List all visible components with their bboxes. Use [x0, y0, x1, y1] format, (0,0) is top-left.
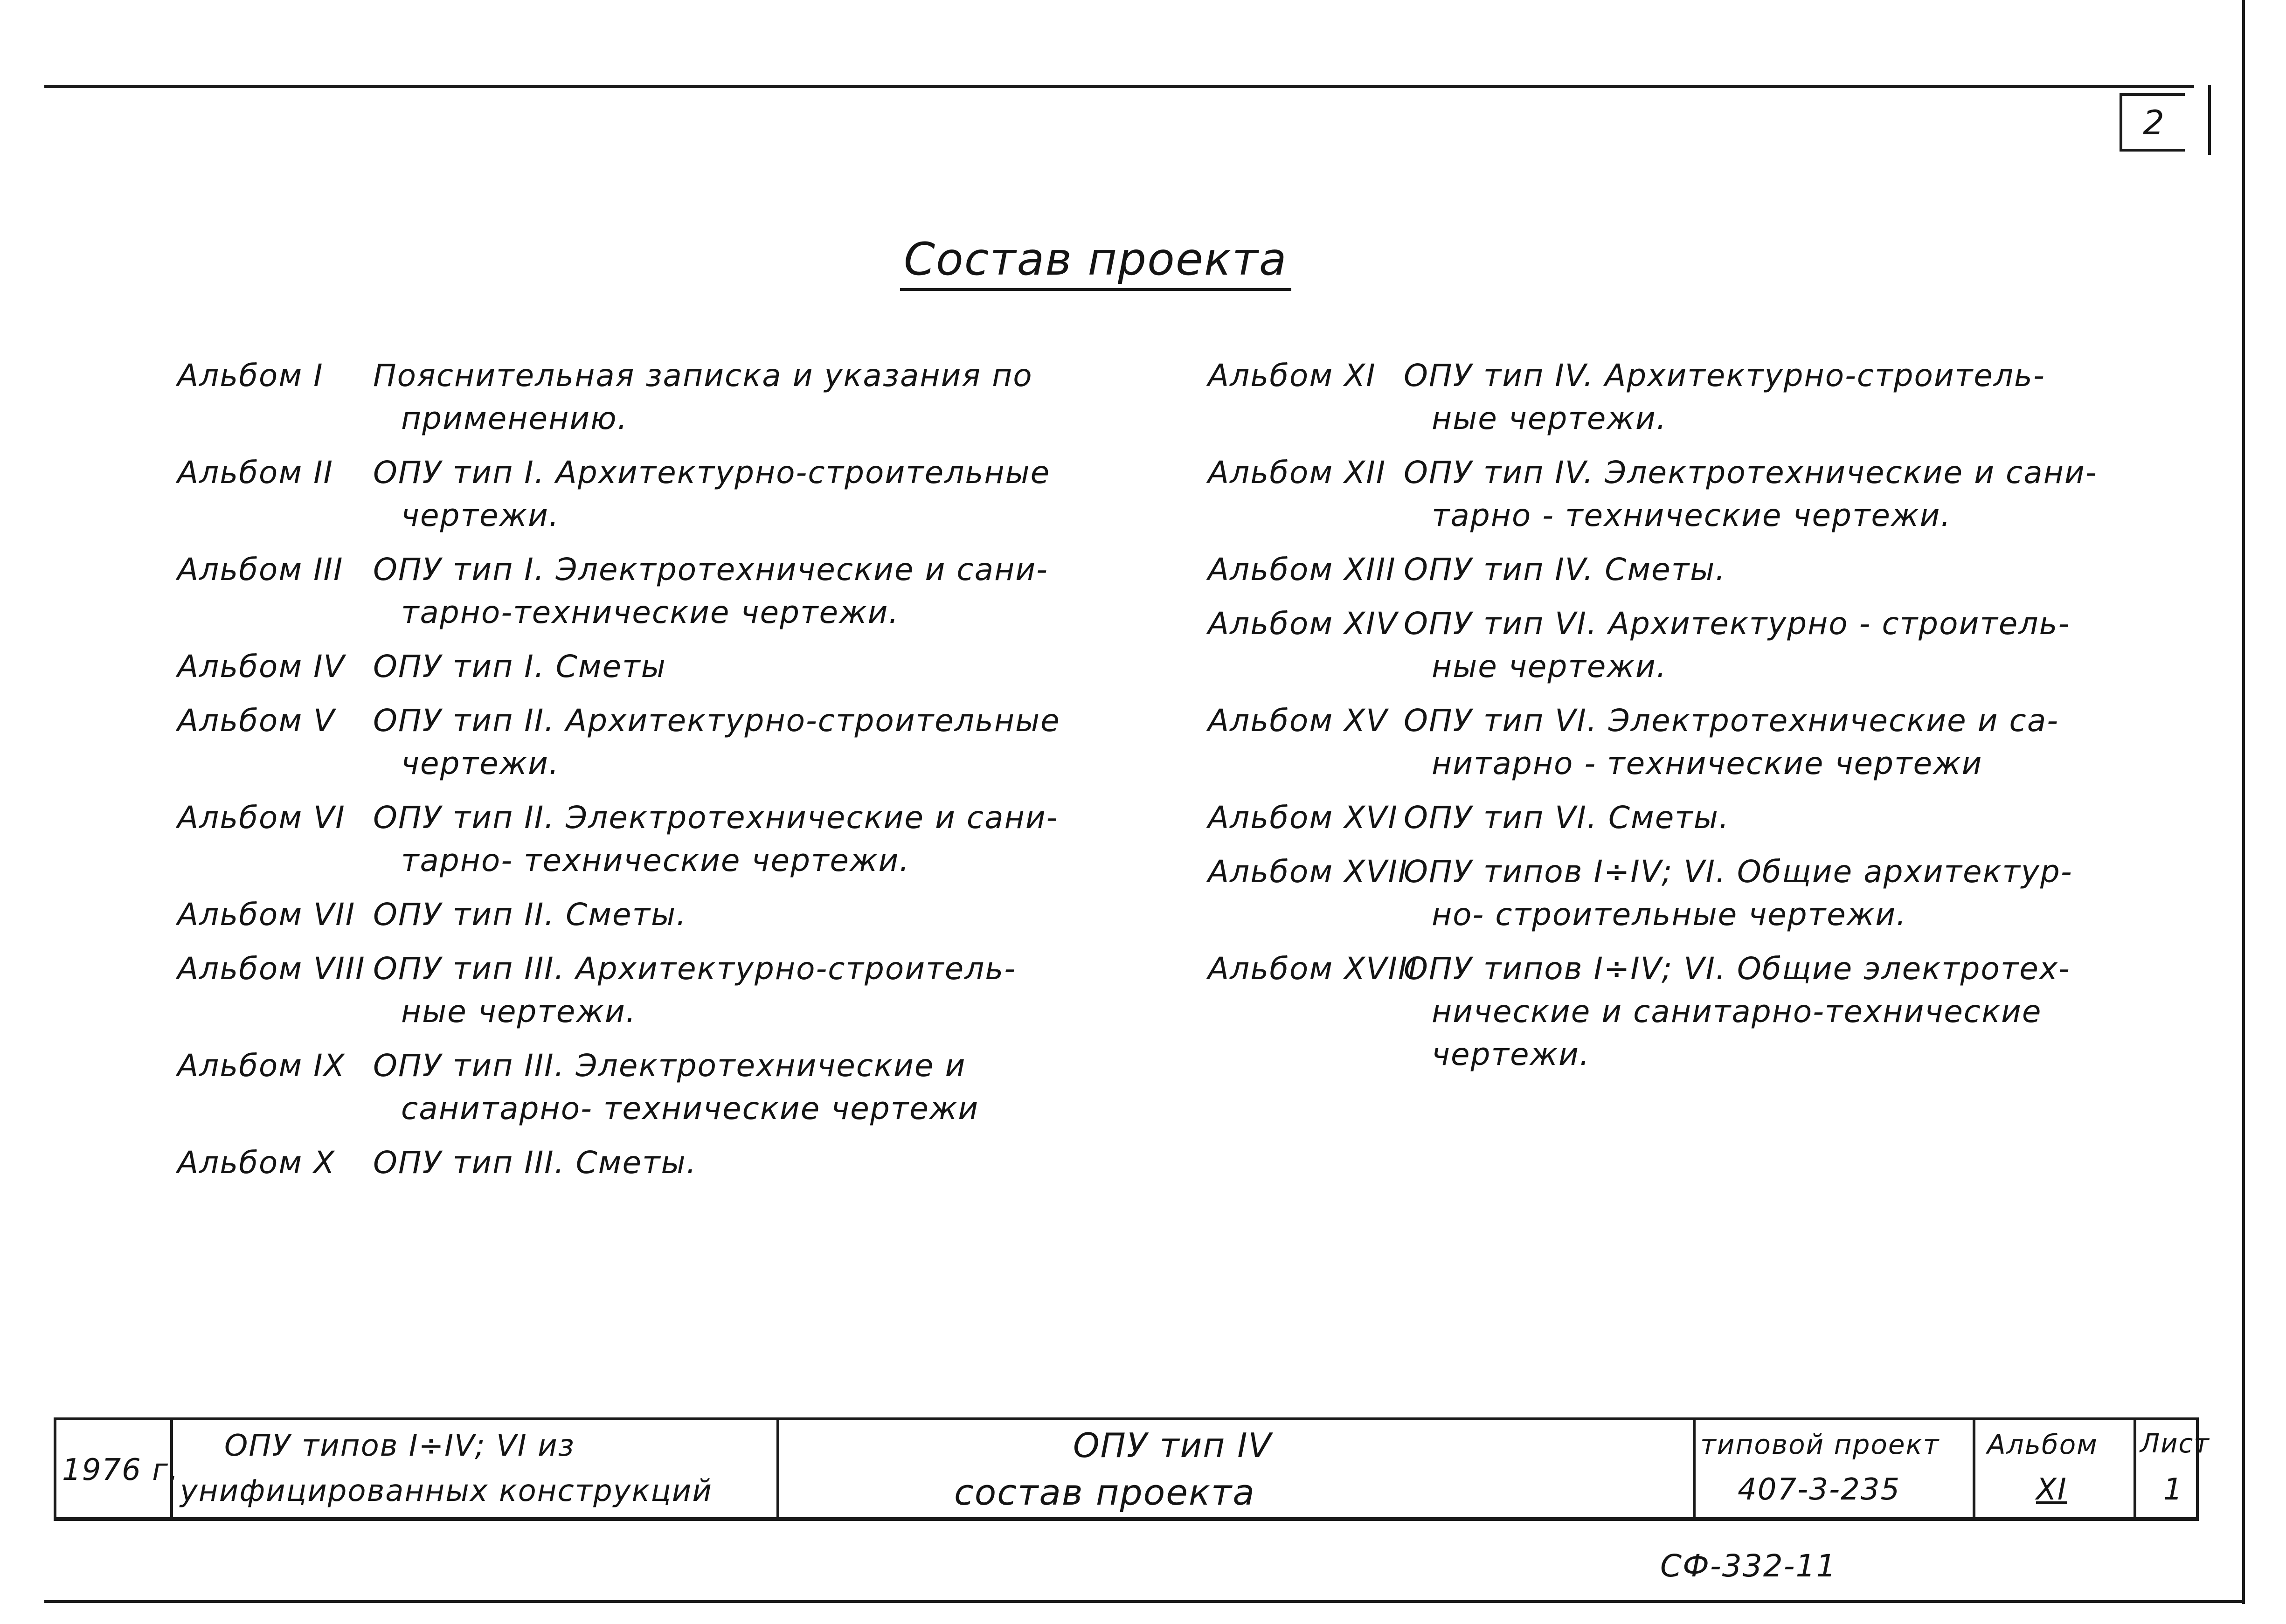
album-description: ОПУ тип IV. Сметы. [1404, 552, 1726, 587]
album-list-left [177, 354, 1063, 1196]
album-description: Пояснительная записка и указания по [373, 358, 1033, 394]
album-description: ОПУ тип III. Архитектурно-строитель- [373, 951, 1017, 987]
stamp-series-line2: унифицированных конструкций [180, 1474, 713, 1508]
album-entry [1208, 451, 2098, 537]
album-entry [177, 1044, 1063, 1130]
stamp-year: 1976 г. [62, 1453, 180, 1487]
stamp-year-cell [54, 1420, 180, 1517]
album-label: Альбом I [177, 358, 324, 394]
album-description: ОПУ тип II. Сметы. [373, 897, 687, 933]
stamp-sheet-value: 1 [2163, 1472, 2183, 1507]
album-label: Альбом XV [1208, 703, 1388, 739]
album-entry-line [177, 645, 1063, 688]
album-label: Альбом X [177, 1145, 336, 1181]
album-entry-line [1208, 850, 2094, 893]
album-label: Альбом XIII [1208, 552, 1396, 587]
stamp-object-line1: ОПУ тип IV [1073, 1426, 1272, 1465]
album-entry [177, 893, 1063, 936]
album-label: Альбом II [177, 455, 334, 491]
sheet-number: 2 [2143, 103, 2164, 142]
album-entry [177, 451, 1063, 537]
album-entry-line [1208, 548, 2094, 591]
album-entry-line [177, 451, 1063, 494]
album-label: Альбом XVII [1208, 854, 1408, 890]
stamp-album-value: XI [2036, 1472, 2067, 1507]
stamp-album-cell [1973, 1420, 2134, 1517]
album-entry-line [177, 548, 1063, 591]
album-label: Альбом XIV [1208, 606, 1398, 642]
album-description: ОПУ типов I÷IV; VI. Общие архитектур- [1404, 854, 2073, 890]
page-top-edge [2208, 85, 2211, 155]
album-description: ОПУ тип II. Электротехнические и сани- [373, 800, 1059, 836]
album-entry-line [1208, 699, 2094, 742]
album-description-continuation: ные чертежи. [401, 994, 637, 1030]
stamp-object-line2: состав проекта [954, 1472, 1255, 1513]
album-entry [1208, 699, 2094, 785]
album-entry [1208, 947, 2094, 1076]
album-description: ОПУ тип I. Архитектурно-строительные [373, 455, 1051, 491]
album-entry [1208, 354, 2094, 440]
album-description-continuation: чертежи. [1432, 1037, 1590, 1072]
album-label: Альбом XVI [1208, 800, 1398, 836]
sheet-number-box [2120, 93, 2185, 152]
stamp-album-label: Альбом [1987, 1429, 2098, 1460]
page-title: Состав проекта [900, 233, 1291, 291]
album-description: ОПУ тип VI. Архитектурно - строитель- [1404, 606, 2071, 642]
album-label: Альбом VIII [177, 951, 366, 987]
album-description-continuation: тарно-технические чертежи. [401, 594, 900, 630]
album-description-continuation: ные чертежи. [1432, 401, 1667, 436]
album-entry [177, 699, 1063, 785]
album-description-continuation: тарно- технические чертежи. [401, 843, 910, 878]
album-description-continuation: применению. [401, 401, 628, 436]
album-list-right [1208, 354, 2098, 1087]
album-label: Альбом IX [177, 1048, 346, 1084]
album-description-continuation: чертежи. [401, 746, 560, 781]
album-label: Альбом XVIII [1208, 951, 1418, 987]
album-label: Альбом VI [177, 800, 346, 836]
album-entry [177, 1141, 1063, 1184]
album-description-continuation: санитарно- технические чертежи [401, 1091, 979, 1126]
album-description-continuation: ные чертежи. [1432, 649, 1667, 684]
album-description: ОПУ тип IV. Архитектурно-строитель- [1404, 358, 2045, 394]
album-label: Альбом XII [1208, 455, 1386, 491]
stamp-sheet-label: Лист [2140, 1429, 2210, 1459]
album-entry [177, 645, 1063, 688]
album-description: ОПУ тип III. Электротехнические и [373, 1048, 966, 1084]
album-entry-line [1208, 947, 2094, 990]
album-description: ОПУ тип VI. Электротехнические и са- [1404, 703, 2059, 739]
album-label: Альбом IV [177, 649, 346, 684]
stamp-sheet-cell [2134, 1420, 2210, 1517]
album-entry-line [177, 947, 1063, 990]
album-description-continuation: но- строительные чертежи. [1432, 897, 1907, 933]
album-entry [177, 354, 1063, 440]
album-description: ОПУ тип II. Архитектурно-строительные [373, 703, 1060, 739]
album-description: ОПУ тип VI. Сметы. [1404, 800, 1730, 836]
album-description-continuation: тарно - технические чертежи. [1432, 498, 1952, 533]
album-description-continuation: нические и санитарно-технические [1432, 994, 2042, 1030]
stamp-series-line1: ОПУ типов I÷IV; VI из [224, 1429, 575, 1463]
stamp-project-label: типовой проект [1700, 1429, 1940, 1460]
album-description: ОПУ тип I. Электротехнические и сани- [373, 552, 1048, 587]
frame-bottom-line [44, 1600, 2243, 1603]
album-entry-line [1208, 602, 2094, 645]
album-entry-line [177, 1141, 1063, 1184]
frame-top-line [44, 85, 2194, 88]
album-label: Альбом VII [177, 897, 356, 933]
album-description: ОПУ тип IV. Электротехнические и сани- [1404, 455, 2098, 491]
album-label: Альбом XI [1208, 358, 1376, 394]
album-description-continuation: нитарно - технические чертежи [1432, 746, 1983, 781]
frame-right-line [2242, 0, 2245, 1604]
album-entry-line [1208, 451, 2098, 494]
album-description: ОПУ тип III. Сметы. [373, 1145, 697, 1181]
album-label: Альбом III [177, 552, 344, 587]
album-entry-line [177, 796, 1063, 839]
album-entry [177, 548, 1063, 634]
stamp-project-number: 407-3-235 [1738, 1472, 1901, 1507]
album-description-continuation: чертежи. [401, 498, 560, 533]
album-label: Альбом V [177, 703, 336, 739]
stamp-series-cell [170, 1420, 776, 1517]
album-entry [177, 947, 1063, 1033]
album-entry-line [1208, 354, 2094, 397]
stamp-project-cell [1693, 1420, 1973, 1517]
album-entry [1208, 602, 2094, 688]
document-code: СФ-332-11 [1660, 1548, 1837, 1584]
album-description: ОПУ типов I÷IV; VI. Общие электротех- [1404, 951, 2071, 987]
album-entry-line [1208, 796, 2094, 839]
stamp-object-cell [776, 1420, 1693, 1517]
album-description: ОПУ тип I. Сметы [373, 649, 666, 684]
album-entry [177, 796, 1063, 882]
title-block [54, 1417, 2210, 1521]
album-entry-line [177, 699, 1063, 742]
album-entry-line [177, 1044, 1063, 1087]
album-entry-line [177, 354, 1063, 397]
album-entry-line [177, 893, 1063, 936]
album-entry [1208, 850, 2094, 936]
album-entry [1208, 796, 2094, 839]
album-entry [1208, 548, 2094, 591]
